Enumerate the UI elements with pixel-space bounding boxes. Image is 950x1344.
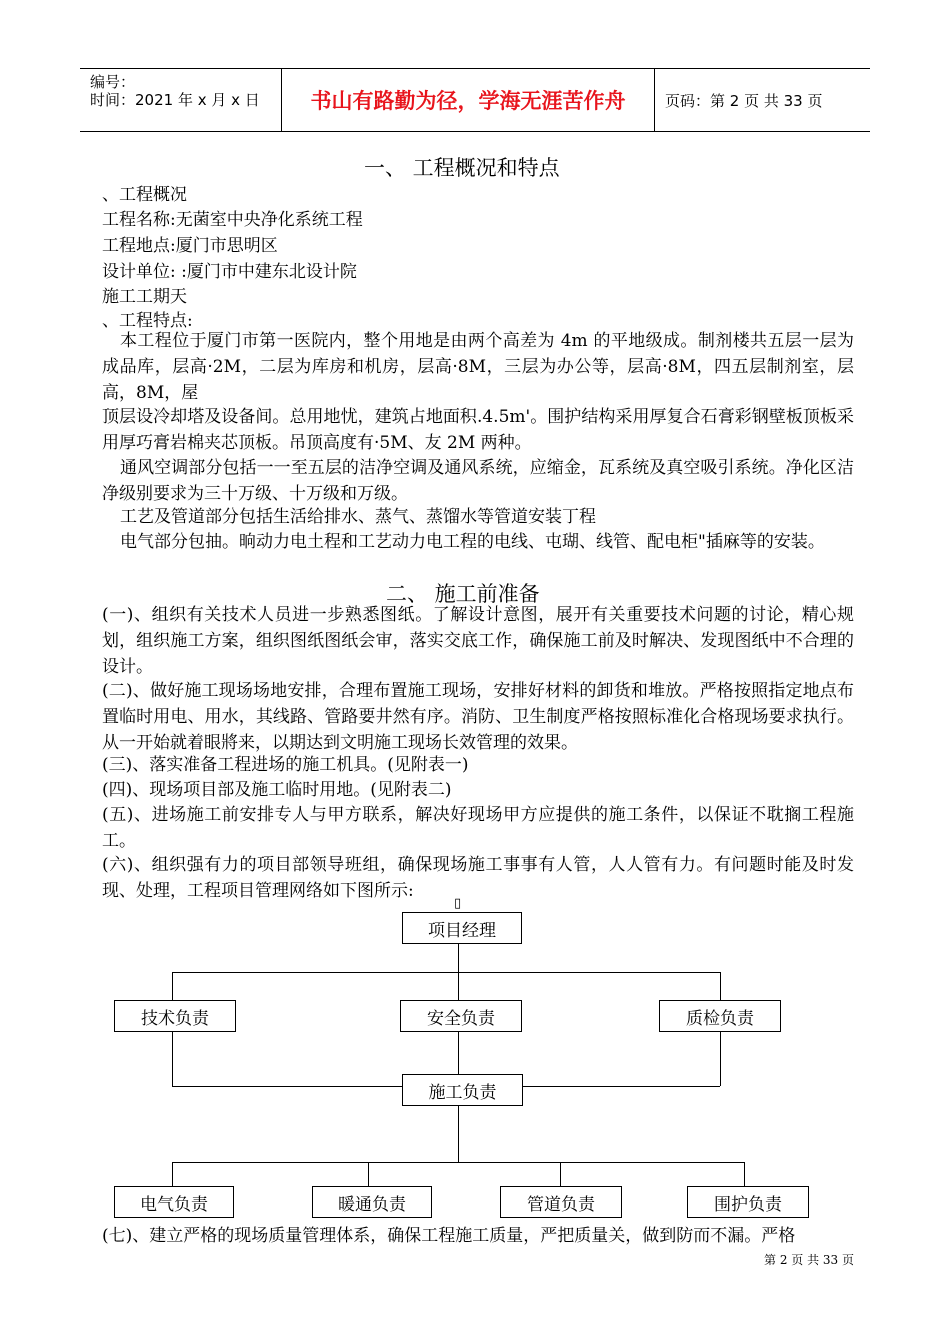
number-label: 编号： — [90, 73, 136, 91]
page-header — [80, 68, 870, 132]
connector — [172, 1162, 744, 1163]
section1-title: 一、 工程概况和特点 — [364, 156, 560, 180]
box-enclosure-lead: 围护负责 — [687, 1186, 809, 1218]
prep-item-7: (七)、建立严格的现场质量管理体系，确保工程施工质量，严把质量关，做到防而不漏。严格 — [102, 1226, 796, 1246]
connector — [172, 972, 173, 1000]
box-safety-lead: 安全负责 — [400, 1000, 522, 1032]
project-location: 工程地点:厦门市思明区 — [102, 236, 278, 256]
features-paragraph-3: 工艺及管道部分包括生活给排水、蒸气、蒸馏水等管道安装丁程 — [120, 507, 596, 527]
features-paragraph-4: 电气部分包抽。晌动力电土程和工艺动力电工程的电线、屯瑚、线管、配电柜"插麻等的安装。 — [120, 532, 825, 552]
connector — [368, 1162, 369, 1186]
connector — [172, 1086, 402, 1087]
header-meta — [80, 69, 280, 131]
box-quality-lead: 质检负责 — [659, 1000, 781, 1032]
features-paragraph-2: 通风空调部分包括一一至五层的洁净空调及通风系统，应缩金，瓦系统及真空吸引系统。净化区洁净级别要求为三十万级、十万级和万级。 — [102, 458, 854, 504]
box-construction-lead: 施工负责 — [402, 1074, 523, 1106]
connector — [523, 1086, 720, 1087]
page-footer: 第 2 页 共 33 页 — [764, 1253, 854, 1267]
prep-item-6: (六)、组织强有力的项目部领导班组，确保现场施工事事有人管，人人管有力。有问题时能及时发现、处理，工程项目管理网络如下图所示: — [102, 855, 854, 901]
prep-item-2: (二)、做好施工现场场地安排，合理布置施工现场，安排好材料的卸货和堆放。严格按照指定地点布置临时用电、用水，其线路、管路要井然有序。消防、卫生制度严格按照标准化合格现场要求执行。从一开始就着眼將来，以期达到文明施工现场长效管理的效果。 — [102, 681, 854, 753]
connector — [720, 1032, 721, 1086]
connector — [458, 972, 459, 1000]
box-electrical-lead: 电气负责 — [114, 1186, 234, 1218]
date-label: 时间：2021 年 x 月 x 日 — [90, 91, 260, 109]
box-tech-lead: 技术负责 — [114, 1000, 236, 1032]
connector — [720, 972, 721, 1000]
connector — [172, 972, 720, 973]
connector — [458, 1106, 459, 1162]
connector — [458, 1032, 459, 1074]
connector — [172, 1162, 173, 1186]
prep-item-3: (三)、落实准备工程进场的施工机具。(见附表一) — [102, 755, 469, 775]
connector — [458, 944, 459, 972]
header-motto: 书山有路勤为径，学海无涯苦作舟 — [281, 69, 655, 131]
section2-title: 二、 施工前准备 — [386, 582, 540, 606]
project-designer: 设计单位: :厦门市中建东北设计院 — [102, 262, 357, 282]
connector — [744, 1162, 745, 1186]
features-paragraph-1a: 本工程位于厦门市第一医院内，整个用地是由两个高差为 4m 的平地级成。制剂楼共五层一层为成品库，层高·2M，二层为库房和机房，层高·8M，三层为办公等，层高·8M，四五层制剂室，层高，8M，屋 — [102, 331, 854, 403]
connector — [172, 1032, 173, 1086]
project-duration: 施工工期天 — [102, 287, 187, 307]
project-name: 工程名称:无菌室中央净化系统工程 — [102, 210, 363, 230]
prep-item-4: (四)、现场项目部及施工临时用地。(见附表二) — [102, 780, 452, 800]
header-page-label: 页码：第 2 页 共 33 页 — [665, 91, 823, 110]
box-project-manager: 项目经理 — [402, 912, 522, 944]
anchor-mark: ▯ — [454, 896, 462, 911]
features-heading: 、工程特点: — [102, 311, 193, 331]
prep-item-5: (五)、进场施工前安排专人与甲方联系，解决好现场甲方应提供的施工条件，以保证不耽搁工程施工。 — [102, 805, 854, 851]
prep-item-1: (一)、组织有关技术人员进一步熟悉图纸。了解设计意图，展开有关重要技术问题的讨论，精心规划，组织施工方案，组织图纸图纸会审，落实交底工作，确保施工前及时解决、发现图纸中不合理的设计。 — [102, 605, 854, 677]
box-hvac-lead: 暖通负责 — [312, 1186, 432, 1218]
connector — [560, 1162, 561, 1186]
overview-heading: 、工程概况 — [102, 185, 187, 205]
features-paragraph-1b: 顶层设冷却塔及设备间。总用地忧，建筑占地面积.4.5m'。围护结构采用厚复合石膏彩钢壁板顶板采用厚巧膏岩棉夹芯顶板。吊顶高度有·5M、友 2M 两种。 — [102, 407, 854, 453]
box-pipe-lead: 管道负责 — [500, 1186, 622, 1218]
